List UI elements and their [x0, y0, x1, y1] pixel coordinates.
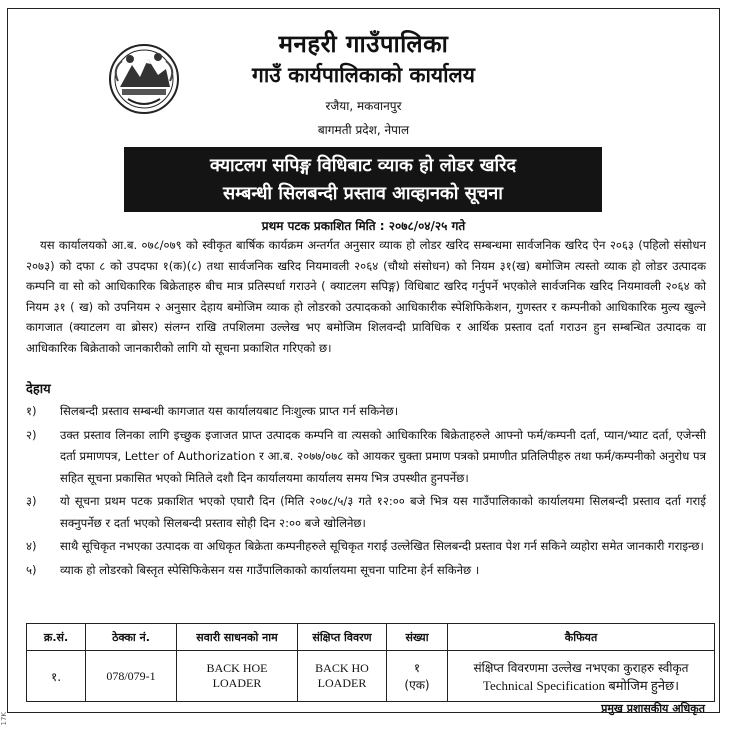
column-header-contract-no: ठेक्का नं.	[86, 624, 177, 651]
column-header-sn: क्र.सं.	[27, 624, 86, 651]
list-item-number: ४)	[26, 539, 37, 553]
table-row	[27, 651, 715, 702]
list-item-text: साथै सूचिकृत नभएका उत्पादक वा अधिकृत बिक्रेता कम्पनीहरुले सूचिकृत गराई उल्लेखित सिलबन्दी प्रस्ताव पेश गर्न सकिने व्यहोरा समेत जानकारी गराइन्छ।	[60, 539, 704, 553]
quantity-line-1: १	[413, 661, 421, 675]
quantity-line-2: (एक)	[404, 678, 430, 692]
notice-page	[7, 8, 720, 713]
address-line-1: रजैया, मकवानपुर	[325, 99, 402, 113]
column-header-remarks: कैफियत	[448, 624, 715, 651]
notice-body: यस कार्यालयको आ.ब. ०७८/०७९ को स्वीकृत बार्षिक कार्यक्रम अन्तर्गत अनुसार व्याक हो लोडर खरिद सम्बन्धमा सार्वजनिक खरिद ऐन २०६३ (पहिलो संसोधन २०७३) को दफा ८ को उपदफा १(क)(८) तथा सार्वजनिक खरिद नियमावली २०६४ (चौथो संसोधन) को नियम ३१(ख) बमोजिम त्यस्तो व्याक हो लोडर उत्पादक कम्पनि वा सो को आधिकारिक बिक्रेताहरु बीच मात्र प्रतिस्पर्धा गराउने ( क्याटलग सपिङ्ग) विधिबाट खरिद गर्नुपर्ने भएकोले सार्वजनिक खरिद नियमावली २०६४ को नियम ३१ ( ख) को उपनियम २ अनुसार देहाय बमोजिम व्याक हो लोडरको उत्पादकको आधिकारीक स्पेशिफिकेशन, गुणस्तर र कम्पनीको आधिकारिक मुल्य खुल्ने कागजात (क्याटलग वा ब्रोसर) संलग्न राखि तपशिलमा उल्लेख भए बमोजिम शिलवन्दी प्राविधिक र आर्थिक प्रस्ताव दर्ता गराउन हुन सम्बन्धित उत्पादक वा आधिकारिक बिक्रेताको जानकारीको लागि यो सूचना प्रकाशित गरिएको छ।	[26, 238, 706, 355]
list-item-text: व्याक हो लोडरको बिस्तृत स्पेसिफिकेसन यस गाउँपालिकाको कार्यालयमा सूचना पाटिमा हेर्न सकिनेछ ।	[60, 562, 480, 577]
column-header-quantity: संख्या	[387, 624, 448, 651]
list-item	[26, 401, 706, 423]
list-item	[26, 560, 706, 582]
notice-title-banner	[124, 147, 602, 212]
cell-sn: १.	[27, 651, 86, 702]
cell-contract-no: 078/079-1	[86, 651, 177, 702]
list-item-number: १)	[26, 404, 37, 418]
list-item-number: ३)	[26, 494, 37, 508]
remarks-line-1: संक्षिप्त विवरणमा उल्लेख नभएका कुराहरु स्वीकृत	[473, 660, 689, 675]
notice-title-line-2: सम्बन्धी सिलबन्दी प्रस्ताव आव्हानको सूचना	[223, 183, 503, 204]
list-item-text: सिलबन्दी प्रस्ताव सम्बन्धी कागजात यस कार्यालयबाट निःशुल्क प्राप्त गर्न सकिनेछ।	[60, 404, 399, 418]
list-item	[26, 491, 706, 534]
list-item	[26, 536, 706, 558]
section-heading: देहाय	[26, 382, 51, 397]
cell-remarks	[448, 651, 715, 702]
list-item-text: उक्त प्रस्ताव लिनका लागि इच्छुक इजाजत प्राप्त उत्पादक कम्पनि वा त्यसको आधिकारिक बिक्रेताहरुले आफ्नो फर्म/कम्पनी दर्ता, प्यान/भ्याट दर्ता, एजेन्सी दर्ता प्रमाणपत्र, Letter of Authorization र आ.ब. २०७७/०७८ को आयकर चुक्ता प्रमाण पत्रको प्रमाणीत प्रतिलिपीहरु तथा फर्म/कम्पनीको अनुरोध पत्र सहित सूचना प्रकासित भएको मितिले दशौ दिन कार्यालयमा कार्यालय समय भित्र उपस्थीत हुनपर्नेछ।	[60, 427, 706, 485]
vehicle-name-line-1: BACK HOE	[206, 661, 268, 675]
cell-quantity	[387, 651, 448, 702]
column-header-brief: संक्षिप्त विवरण	[298, 624, 387, 651]
conditions-list	[26, 401, 706, 583]
brief-line-1: BACK HO	[315, 661, 369, 675]
address-line-2: बागमती प्रदेश, नेपाल	[317, 123, 410, 137]
procurement-table	[26, 623, 715, 702]
list-item-text: यो सूचना प्रथम पटक प्रकाशित भएको एघारौ दिन (मिति २०७८/५/३ गते १२:०० बजे भित्र यस गाउँपालिकाको कार्यालयमा सिलबन्दी प्रस्ताव दर्ता गराई सक्नुपर्नेछ र दर्ता भएको सिलबन्दी प्रस्ताव सोही दिन २:०० बजे खोलिनेछ।	[60, 494, 706, 530]
notice-title-line-1: क्याटलग सपिङ्ग विधिबाट व्याक हो लोडर खरिद	[209, 155, 517, 176]
remarks-line-2: Technical Specification बमोजिम हुनेछ।	[482, 677, 680, 693]
column-header-vehicle-name: सवारी साधनको नाम	[177, 624, 298, 651]
list-item-number: २)	[26, 427, 37, 442]
table-header-row	[27, 624, 715, 651]
list-item-number: ५)	[26, 562, 37, 577]
signatory-title: प्रमुख प्रशासकीय अधिकृत	[601, 702, 705, 715]
brief-line-2: LOADER	[317, 676, 367, 690]
municipality-name: मनहरी गाउँपालिका	[278, 30, 449, 58]
cell-vehicle-name	[177, 651, 298, 702]
margin-code: 17K	[0, 712, 8, 726]
office-name: गाउँ कार्यपालिकाको कार्यालय	[252, 63, 475, 87]
publication-date: प्रथम पटक प्रकाशित मिति : २०७८/०४/२५ गते	[261, 219, 466, 233]
list-item	[26, 425, 706, 490]
vehicle-name-line-2: LOADER	[212, 676, 262, 690]
cell-brief	[298, 651, 387, 702]
